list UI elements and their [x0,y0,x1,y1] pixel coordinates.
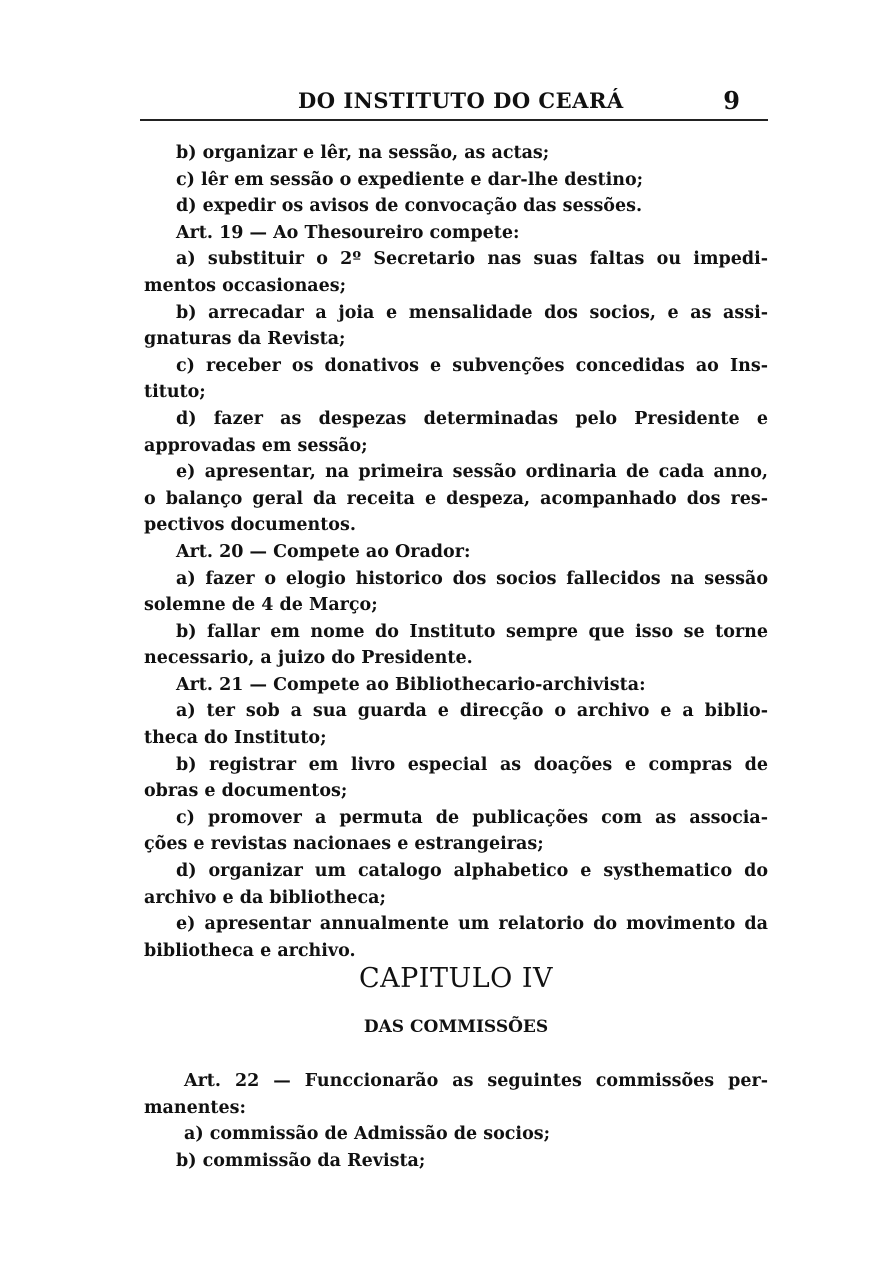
text-line: bibliotheca e archivo. [144,940,356,961]
text-line: b) registrar em livro especial as doações e compras de [176,754,768,775]
text-line: d) organizar um catalogo alphabetico e systhematico do [176,861,768,882]
text-line: b) arrecadar a joia e mensalidade dos socios, e as assi- [176,302,768,323]
text-line: a) substituir o 2º Secretario nas suas faltas ou impedi- [176,249,768,270]
text-line: solemne de 4 de Março; [144,595,378,616]
text-line: necessario, a juizo do Presidente. [144,648,473,669]
section-title: DAS COMMISSÕES [363,1017,549,1037]
text-line: b) commissão da Revista; [176,1150,426,1171]
text-line: d) expedir os avisos de convocação das sessões. [176,196,643,217]
text-line: ções e revistas nacionaes e estrangeiras; [144,834,544,855]
text-line: Art. 20 — Compete ao Orador: [176,541,471,562]
text-line: archivo e da bibliotheca; [144,887,386,908]
page-number: 9 [723,86,740,115]
text-line: manentes: [144,1097,246,1118]
body-text-bottom [144,1068,768,1174]
chapter-title: CAPITULO IV [358,963,554,994]
text-line: gnaturas da Revista; [144,329,346,350]
running-head [140,86,768,120]
text-line: b) organizar e lêr, na sessão, as actas; [176,143,550,163]
text-line: theca do Instituto; [144,728,327,749]
text-line: a) fazer o elogio historico dos socios fallecidos na sessão [176,568,768,589]
text-line: d) fazer as despezas determinadas pelo Presidente e [176,408,768,429]
text-line: approvadas em sessão; [144,435,368,456]
running-title: DO INSTITUTO DO CEARÁ [298,88,624,113]
header-rule [140,119,768,121]
text-line: a) commissão de Admissão de socios; [184,1124,551,1145]
text-line: e) apresentar, na primeira sessão ordinaria de cada anno, [176,462,768,483]
text-line: o balanço geral da receita e despeza, acompanhado dos res- [144,488,768,509]
text-line: Art. 22 — Funccionarão as seguintes commissões per- [184,1071,768,1091]
text-line: c) receber os donativos e subvenções concedidas ao Ins- [176,355,768,376]
text-line: pectivos documentos. [144,515,356,536]
text-line: b) fallar em nome do Instituto sempre que isso se torne [176,621,768,642]
text-line: Art. 21 — Compete ao Bibliothecario-archivista: [176,674,646,695]
text-line: Art. 19 — Ao Thesoureiro compete: [176,222,520,243]
text-line: c) promover a permuta de publicações com as associa- [176,807,768,828]
text-line: mentos occasionaes; [144,275,347,296]
text-line: e) apresentar annualmente um relatorio do movimento da [176,914,768,935]
body-text-top [144,140,768,964]
text-line: obras e documentos; [144,781,348,802]
text-line: tituto; [144,382,206,403]
text-line: a) ter sob a sua guarda e direcção o archivo e a biblio- [176,701,768,722]
text-line: c) lêr em sessão o expediente e dar-lhe destino; [176,169,644,190]
